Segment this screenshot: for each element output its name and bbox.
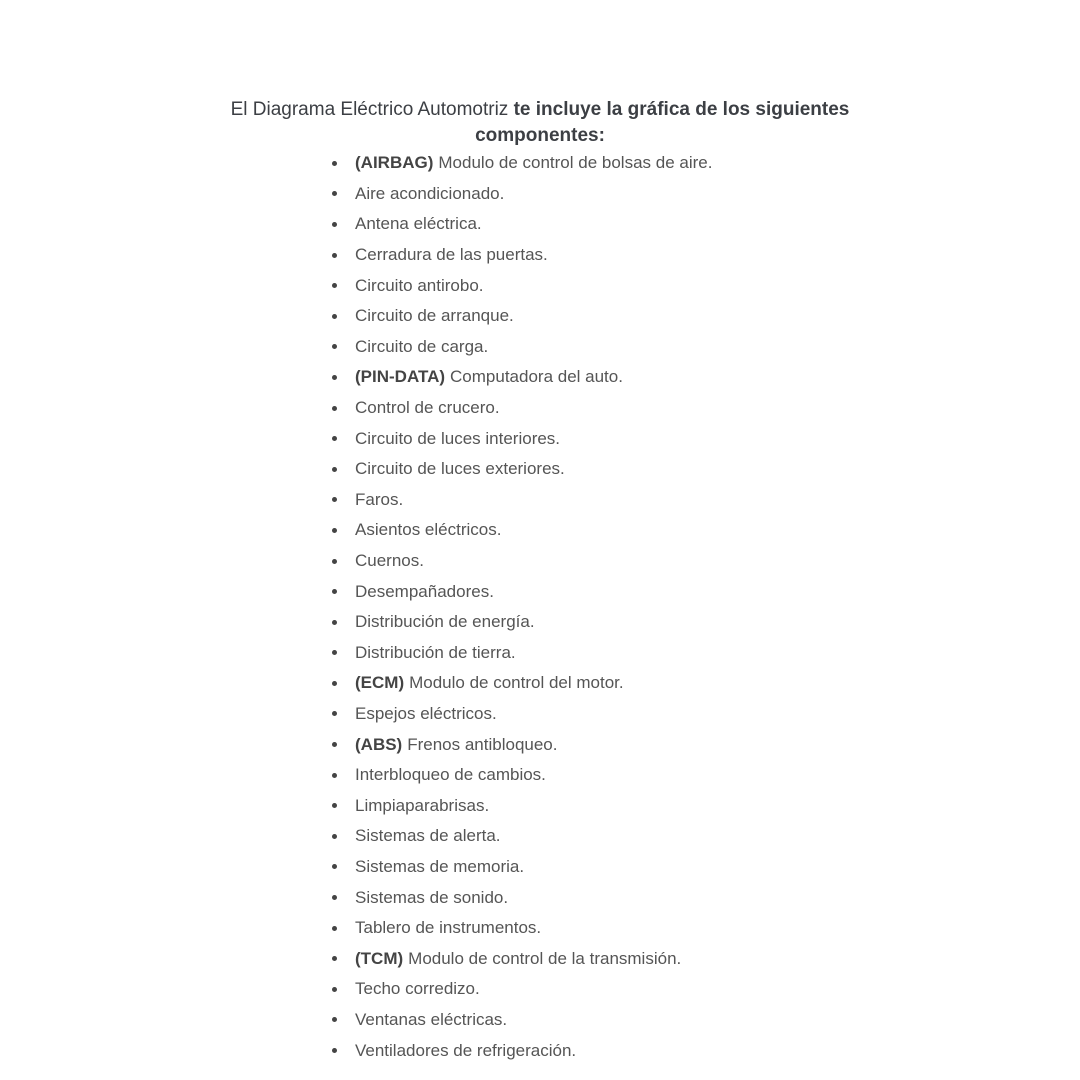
component-name: Circuito de luces exteriores. bbox=[355, 459, 565, 479]
bullet-icon bbox=[332, 1017, 337, 1022]
bullet-icon bbox=[332, 314, 337, 319]
component-name: Sistemas de alerta. bbox=[355, 826, 501, 846]
bullet-icon bbox=[332, 650, 337, 655]
list-item bbox=[332, 515, 712, 546]
bullet-icon bbox=[332, 222, 337, 227]
component-name: Circuito de arranque. bbox=[355, 306, 514, 326]
bullet-icon bbox=[332, 895, 337, 900]
component-name: Asientos eléctricos. bbox=[355, 520, 502, 540]
list-item bbox=[332, 729, 712, 760]
list-item bbox=[332, 270, 712, 301]
list-item bbox=[332, 790, 712, 821]
component-name: Modulo de control de la transmisión. bbox=[408, 948, 682, 968]
bullet-icon bbox=[332, 375, 337, 380]
bullet-icon bbox=[332, 864, 337, 869]
component-name: Cuernos. bbox=[355, 551, 424, 571]
bullet-icon bbox=[332, 253, 337, 258]
component-name: Ventiladores de refrigeración. bbox=[355, 1040, 577, 1060]
component-code: (AIRBAG) bbox=[355, 153, 434, 173]
component-name: Espejos eléctricos. bbox=[355, 703, 497, 723]
list-item bbox=[332, 821, 712, 852]
component-code: (ABS) bbox=[355, 734, 403, 754]
bullet-icon bbox=[332, 191, 337, 196]
list-item bbox=[332, 943, 712, 974]
list-item bbox=[332, 974, 712, 1005]
list-item bbox=[332, 913, 712, 944]
list-item bbox=[332, 209, 712, 240]
component-name: Interbloqueo de cambios. bbox=[355, 765, 546, 785]
component-code: (PIN-DATA) bbox=[355, 367, 446, 387]
bullet-icon bbox=[332, 161, 337, 166]
list-item bbox=[332, 332, 712, 363]
component-name: Sistemas de memoria. bbox=[355, 856, 525, 876]
list-item bbox=[332, 638, 712, 669]
bullet-icon bbox=[332, 620, 337, 625]
component-name: Desempañadores. bbox=[355, 581, 494, 601]
component-name: Modulo de control de bolsas de aire. bbox=[438, 153, 713, 173]
component-name: Distribución de tierra. bbox=[355, 642, 516, 662]
bullet-icon bbox=[332, 1048, 337, 1053]
list-item bbox=[332, 301, 712, 332]
bullet-icon bbox=[332, 834, 337, 839]
component-name: Limpiaparabrisas. bbox=[355, 795, 490, 815]
list-item bbox=[332, 668, 712, 699]
bullet-icon bbox=[332, 406, 337, 411]
list-item bbox=[332, 576, 712, 607]
component-name: Cerradura de las puertas. bbox=[355, 245, 548, 265]
list-item bbox=[332, 240, 712, 271]
bullet-icon bbox=[332, 528, 337, 533]
list-item bbox=[332, 423, 712, 454]
list-item bbox=[332, 882, 712, 913]
bullet-icon bbox=[332, 283, 337, 288]
list-item bbox=[332, 1035, 712, 1066]
component-code: (ECM) bbox=[355, 673, 405, 693]
intro-paragraph bbox=[200, 97, 880, 149]
component-name: Aire acondicionado. bbox=[355, 183, 505, 203]
bullet-icon bbox=[332, 344, 337, 349]
list-item bbox=[332, 1005, 712, 1036]
component-name: Control de crucero. bbox=[355, 398, 500, 418]
bullet-icon bbox=[332, 436, 337, 441]
bullet-icon bbox=[332, 497, 337, 502]
list-item bbox=[332, 362, 712, 393]
list-item bbox=[332, 454, 712, 485]
bullet-icon bbox=[332, 589, 337, 594]
bullet-icon bbox=[332, 742, 337, 747]
component-name: Distribución de energía. bbox=[355, 612, 535, 632]
list-item bbox=[332, 148, 712, 179]
list-item bbox=[332, 699, 712, 730]
bullet-icon bbox=[332, 956, 337, 961]
component-list bbox=[332, 148, 712, 1066]
bullet-icon bbox=[332, 773, 337, 778]
component-name: Frenos antibloqueo. bbox=[407, 734, 558, 754]
bullet-icon bbox=[332, 711, 337, 716]
bullet-icon bbox=[332, 987, 337, 992]
component-name: Ventanas eléctricas. bbox=[355, 1009, 508, 1029]
list-item bbox=[332, 607, 712, 638]
intro-bold-text: te incluye la gráfica de los siguientes componentes: bbox=[475, 99, 850, 146]
bullet-icon bbox=[332, 559, 337, 564]
component-name: Tablero de instrumentos. bbox=[355, 918, 542, 938]
component-name: Circuito de luces interiores. bbox=[355, 428, 561, 448]
component-name: Computadora del auto. bbox=[450, 367, 623, 387]
list-item bbox=[332, 179, 712, 210]
list-item bbox=[332, 852, 712, 883]
bullet-icon bbox=[332, 681, 337, 686]
component-name: Antena eléctrica. bbox=[355, 214, 482, 234]
component-name: Circuito de carga. bbox=[355, 336, 489, 356]
intro-plain-text: El Diagrama Eléctrico Automotriz bbox=[230, 99, 509, 120]
bullet-icon bbox=[332, 926, 337, 931]
list-item bbox=[332, 485, 712, 516]
bullet-icon bbox=[332, 803, 337, 808]
list-item bbox=[332, 393, 712, 424]
list-item bbox=[332, 760, 712, 791]
component-code: (TCM) bbox=[355, 948, 404, 968]
list-item bbox=[332, 546, 712, 577]
component-name: Sistemas de sonido. bbox=[355, 887, 509, 907]
component-name: Techo corredizo. bbox=[355, 979, 480, 999]
bullet-icon bbox=[332, 467, 337, 472]
component-name: Faros. bbox=[355, 489, 404, 509]
component-name: Circuito antirobo. bbox=[355, 275, 484, 295]
component-name: Modulo de control del motor. bbox=[409, 673, 624, 693]
